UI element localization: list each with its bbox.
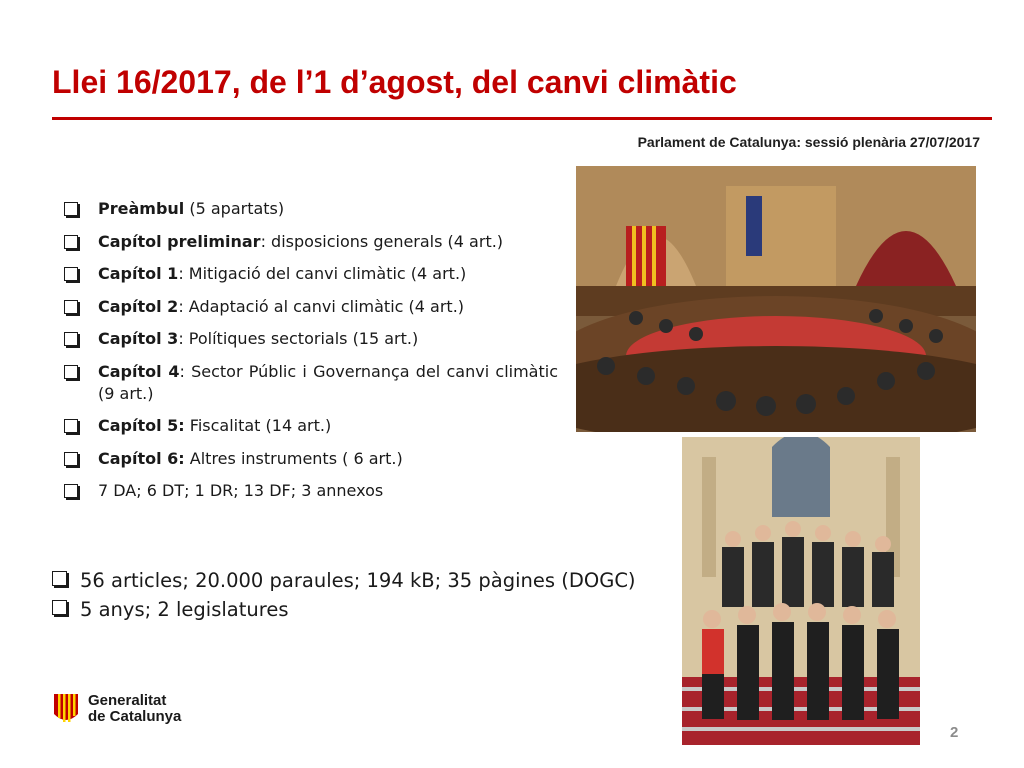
checkbox-bullet-icon [52,600,67,615]
generalitat-logo-icon [52,692,80,726]
checkbox-bullet-icon [64,235,78,249]
checkbox-bullet-icon [64,332,78,346]
item-heading: Capítol 5: [98,416,185,435]
item-heading: Capítol 2 [98,296,179,316]
list-item [64,296,558,318]
summary-list [52,566,636,624]
group-photo [682,437,920,745]
item-text: Fiscalitat (14 art.) [184,416,332,435]
logo-line-2: de Catalunya [88,708,182,725]
item-heading: Capítol 3 [98,329,179,348]
law-structure-list [64,198,558,513]
slide-title: Llei 16/2017, de l’1 d’agost, del canvi climàtic [52,64,737,100]
summary-item [52,566,636,595]
checkbox-bullet-icon [64,452,78,466]
list-item [64,415,558,437]
parliament-chamber-image [576,166,976,432]
checkbox-bullet-icon [64,300,78,314]
photo-caption: Parlament de Catalunya: sessió plenària 27/07/2017 [637,134,980,150]
item-text: : disposicions generals (4 art.) [260,231,504,251]
group-photo-image [682,437,920,745]
checkbox-bullet-icon [52,571,67,586]
title-divider [52,117,992,120]
checkbox-bullet-icon [64,365,78,379]
checkbox-bullet-icon [64,419,78,433]
summary-text: 5 anys; 2 legislatures [80,598,289,621]
item-heading: Capítol 1 [98,264,179,283]
item-text: : Polítiques sectorials (15 art.) [178,329,419,348]
generalitat-logo [52,692,181,726]
item-text: : Adaptació al canvi climàtic (4 art.) [178,296,465,316]
item-text: Altres instruments ( 6 art.) [184,448,403,468]
summary-text: 56 articles; 20.000 paraules; 194 kB; 35 pàgines (DOGC) [80,569,636,592]
summary-item [52,595,636,624]
item-text: : Sector Públic i Governança del canvi climàtic (9 art.) [98,361,558,403]
list-item [64,263,558,285]
item-text: : Mitigació del canvi climàtic (4 art.) [178,264,467,283]
item-text: 7 DA; 6 DT; 1 DR; 13 DF; 3 annexos [98,481,384,500]
list-item [64,198,558,220]
logo-line-1: Generalitat [88,692,167,709]
parliament-chamber-photo [576,166,976,432]
checkbox-bullet-icon [64,202,78,216]
item-heading: Preàmbul [98,199,185,218]
list-item [64,361,558,405]
list-item [64,328,558,350]
item-heading: Capítol 6: [98,448,185,468]
item-heading: Capítol preliminar [98,231,261,251]
page-number: 2 [950,724,959,741]
list-item [64,231,558,253]
item-text: (5 apartats) [184,199,285,218]
item-heading: Capítol 4 [98,361,180,381]
checkbox-bullet-icon [64,484,78,498]
logo-text [88,693,181,725]
checkbox-bullet-icon [64,267,78,281]
list-item [64,480,558,502]
list-item [64,448,558,470]
